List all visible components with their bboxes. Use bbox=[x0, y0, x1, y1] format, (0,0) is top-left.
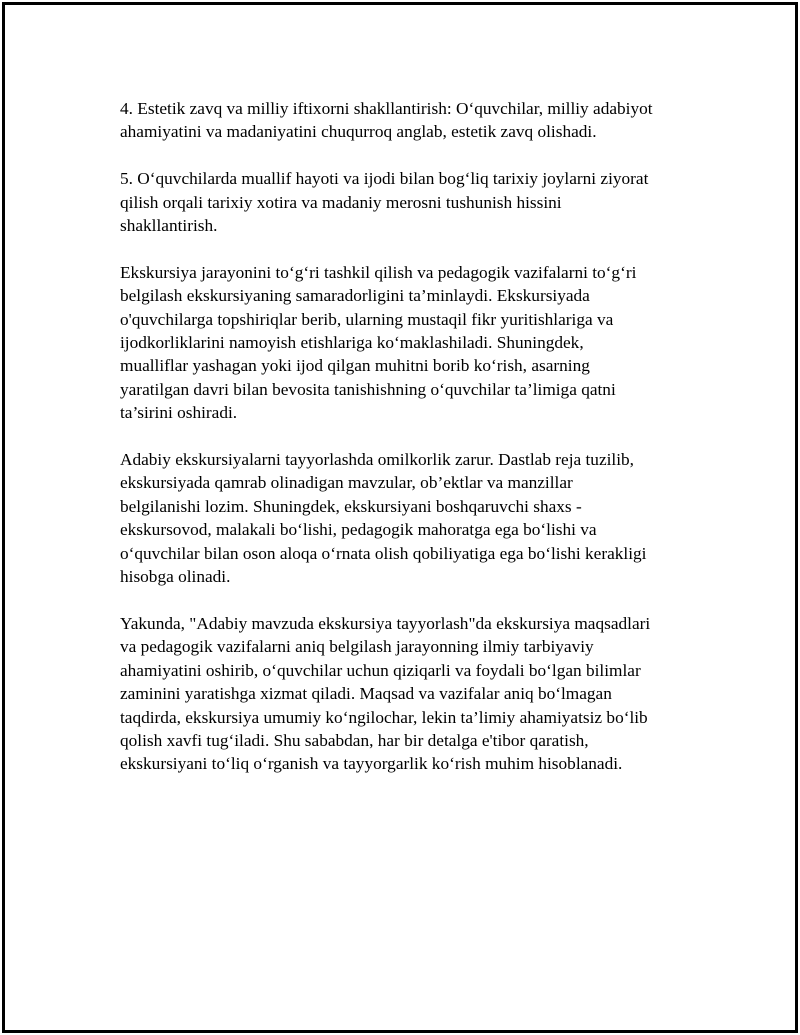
text-line: Ekskursiya jarayonini to‘g‘ri tashkil qilish va pedagogik vazifalarni to‘g‘ri bbox=[120, 262, 637, 282]
text-line: Adabiy ekskursiyalarni tayyorlashda omilkorlik zarur. Dastlab reja tuzilib, bbox=[120, 450, 634, 470]
text-line: qilish orqali tarixiy xotira va madaniy merosni tushunish hissini bbox=[120, 192, 562, 212]
text-line: ahamiyatini oshirib, o‘quvchilar uchun qiziqarli va foydali bo‘lgan bilimlar bbox=[120, 660, 641, 680]
text-line: 5. O‘quvchilarda muallif hayoti va ijodi bilan bog‘liq tarixiy joylarni ziyorat bbox=[120, 169, 649, 189]
text-line: mualliflar yashagan yoki ijod qilgan muhitni borib ko‘rish, asarning bbox=[120, 356, 590, 376]
document-page bbox=[2, 2, 798, 1033]
text-line: hisobga olinadi. bbox=[120, 567, 231, 587]
text-line: belgilash ekskursiyaning samaradorligini ta’minlaydi. Ekskursiyada bbox=[120, 286, 590, 306]
paragraph-conclusion bbox=[120, 612, 700, 776]
paragraph-excursion-preparation bbox=[120, 448, 700, 588]
text-line: Yakunda, "Adabiy mavzuda ekskursiya tayyorlash"da ekskursiya maqsadlari bbox=[120, 613, 651, 633]
text-line: va pedagogik vazifalarni aniq belgilash jarayonning ilmiy tarbiyaviy bbox=[120, 637, 594, 657]
text-line: qolish xavfi tug‘iladi. Shu sababdan, har bir detalga e'tibor qaratish, bbox=[120, 730, 589, 750]
text-line: ta’sirini oshiradi. bbox=[120, 403, 238, 423]
text-line: ekskursovod, malakali bo‘lishi, pedagogik mahoratga ega bo‘lishi va bbox=[120, 520, 597, 540]
text-line: yaratilgan davri bilan bevosita tanishishning o‘quvchilar ta’limiga qatni bbox=[120, 379, 616, 399]
text-line: shakllantirish. bbox=[120, 216, 218, 236]
text-line: 4. Estetik zavq va milliy iftixorni shakllantirish: O‘quvchilar, milliy adabiyot bbox=[120, 99, 653, 118]
text-line: ahamiyatini va madaniyatini chuqurroq anglab, estetik zavq olishadi. bbox=[120, 122, 597, 142]
paragraph-item-4 bbox=[120, 97, 700, 144]
text-line: o'quvchilarga topshiriqlar berib, ularning mustaqil fikr yuritishlariga va bbox=[120, 309, 614, 329]
text-line: ekskursiyani to‘liq o‘rganish va tayyorgarlik ko‘rish muhim hisoblanadi. bbox=[120, 754, 623, 774]
text-line: ekskursiyada qamrab olinadigan mavzular, ob’ektlar va manzillar bbox=[120, 473, 573, 493]
paragraph-item-5 bbox=[120, 167, 700, 237]
paragraph-excursion-organization bbox=[120, 261, 700, 425]
document-body bbox=[120, 97, 700, 799]
text-line: ijodkorliklarini namoyish etishlariga ko‘maklashiladi. Shuningdek, bbox=[120, 333, 584, 353]
text-line: o‘quvchilar bilan oson aloqa o‘rnata olish qobiliyatiga ega bo‘lishi kerakligi bbox=[120, 543, 647, 563]
text-line: taqdirda, ekskursiya umumiy ko‘ngilochar, lekin ta’limiy ahamiyatsiz bo‘lib bbox=[120, 707, 648, 727]
text-line: belgilanishi lozim. Shuningdek, ekskursiyani boshqaruvchi shaxs - bbox=[120, 496, 582, 516]
text-line: zaminini yaratishga xizmat qiladi. Maqsad va vazifalar aniq bo‘lmagan bbox=[120, 684, 612, 704]
